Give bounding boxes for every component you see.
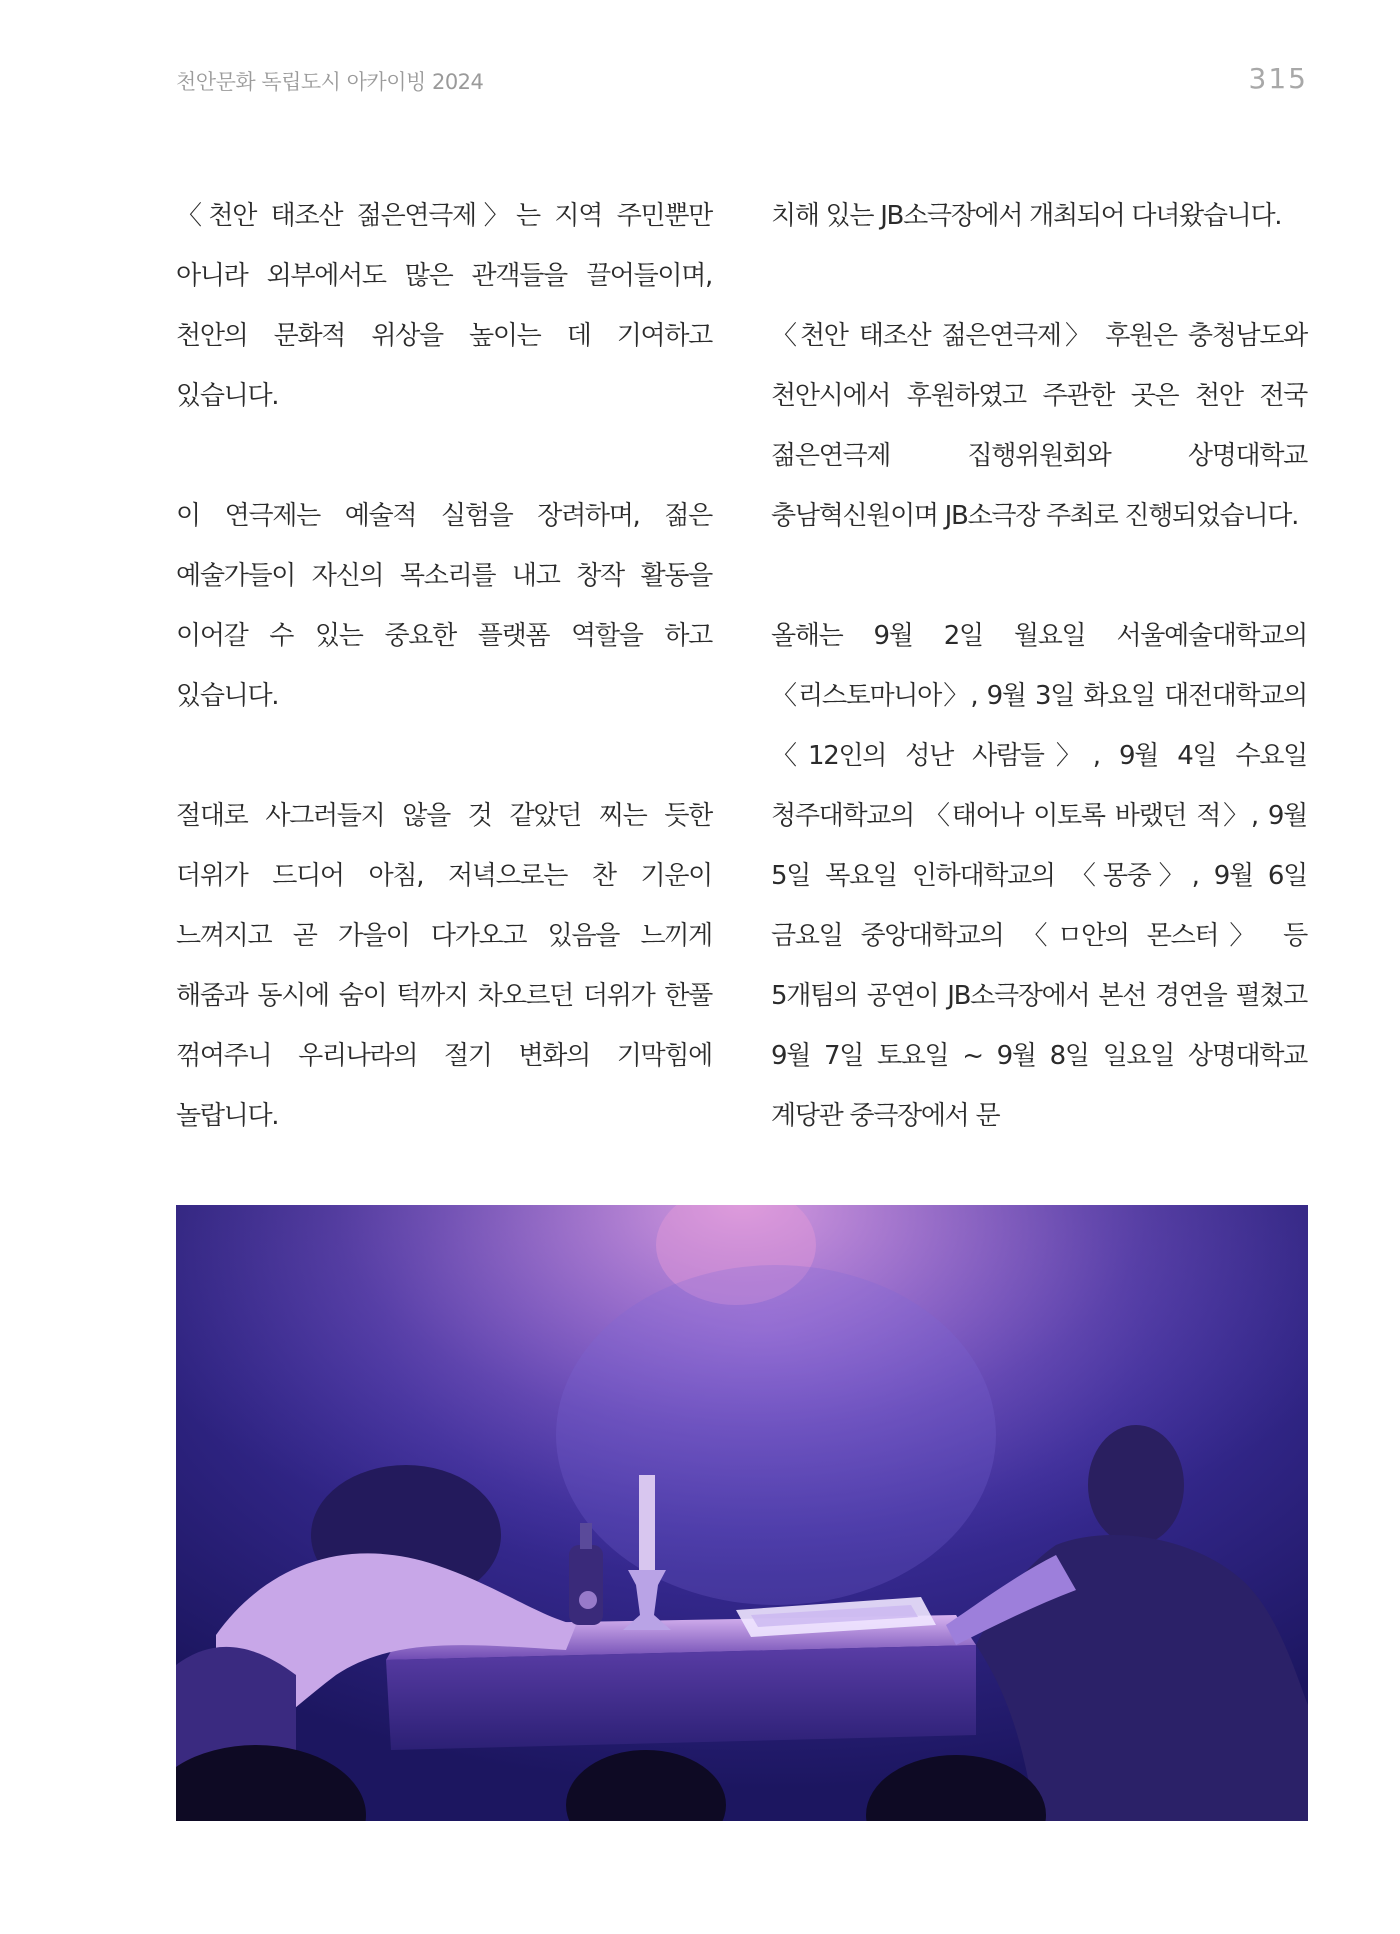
bottle-icon: [569, 1545, 603, 1625]
paragraph: 절대로 사그러들지 않을 것 같았던 찌는 듯한 더위가 드디어 아침, 저녁으로는 찬 기운이 느껴지고 곧 가을이 다가오고 있음을 느끼게 해줌과 동시에 숨이 턱까지 차오르던 더위가 한풀 꺾여주니 우리나라의 절기 변화의 기막힘에 놀랍니다.: [176, 801, 712, 1131]
page-number: 315: [1248, 62, 1308, 95]
running-header: 천안문화 독립도시 아카이빙 2024: [176, 70, 484, 94]
candle-icon: [639, 1475, 655, 1570]
paragraph: 올해는 9월 2일 월요일 서울예술대학교의 〈리스토마니아〉, 9월 3일 화요일 대전대학교의 〈12인의 성난 사람들〉, 9월 4일 수요일 청주대학교의 〈태어나 이토록 바랬던 적〉, 9월 5일 목요일 인하대학교의 〈몽중〉, 9월 6일 금요일 중앙대학교의 〈ㅁ안의 몬스터〉 등 5개팀의 공연이 JB소극장에서 본선 경연을 펼쳤고 9월 7일 토요일 ~ 9월 8일 일요일 상명대학교 계당관 중극장에서 문: [771, 621, 1307, 1131]
table-front: [386, 1645, 976, 1750]
stage-scene-illustration: [176, 1205, 1308, 1821]
paragraph: 〈천안 태조산 젊은연극제〉 후원은 충청남도와 천안시에서 후원하였고 주관한 곳은 천안 전국 젊은연극제 집행위원회와 상명대학교 충남혁신원이며 JB소극장 주최로 진행되었습니다.: [771, 321, 1307, 531]
stage-performance-photo: [176, 1205, 1308, 1821]
actor-right-head-icon: [1088, 1425, 1184, 1545]
left-text-column: [176, 186, 712, 1326]
paragraph: 치해 있는 JB소극장에서 개최되어 다녀왔습니다.: [771, 201, 1282, 231]
paragraph: 이 연극제는 예술적 실험을 장려하며, 젊은 예술가들이 자신의 목소리를 내고 창작 활동을 이어갈 수 있는 중요한 플랫폼 역할을 하고 있습니다.: [176, 501, 712, 711]
paragraph: 〈천안 태조산 젊은연극제〉는 지역 주민뿐만 아니라 외부에서도 많은 관객들을 끌어들이며, 천안의 문화적 위상을 높이는 데 기여하고 있습니다.: [176, 201, 712, 411]
right-text-column: [771, 186, 1307, 1146]
